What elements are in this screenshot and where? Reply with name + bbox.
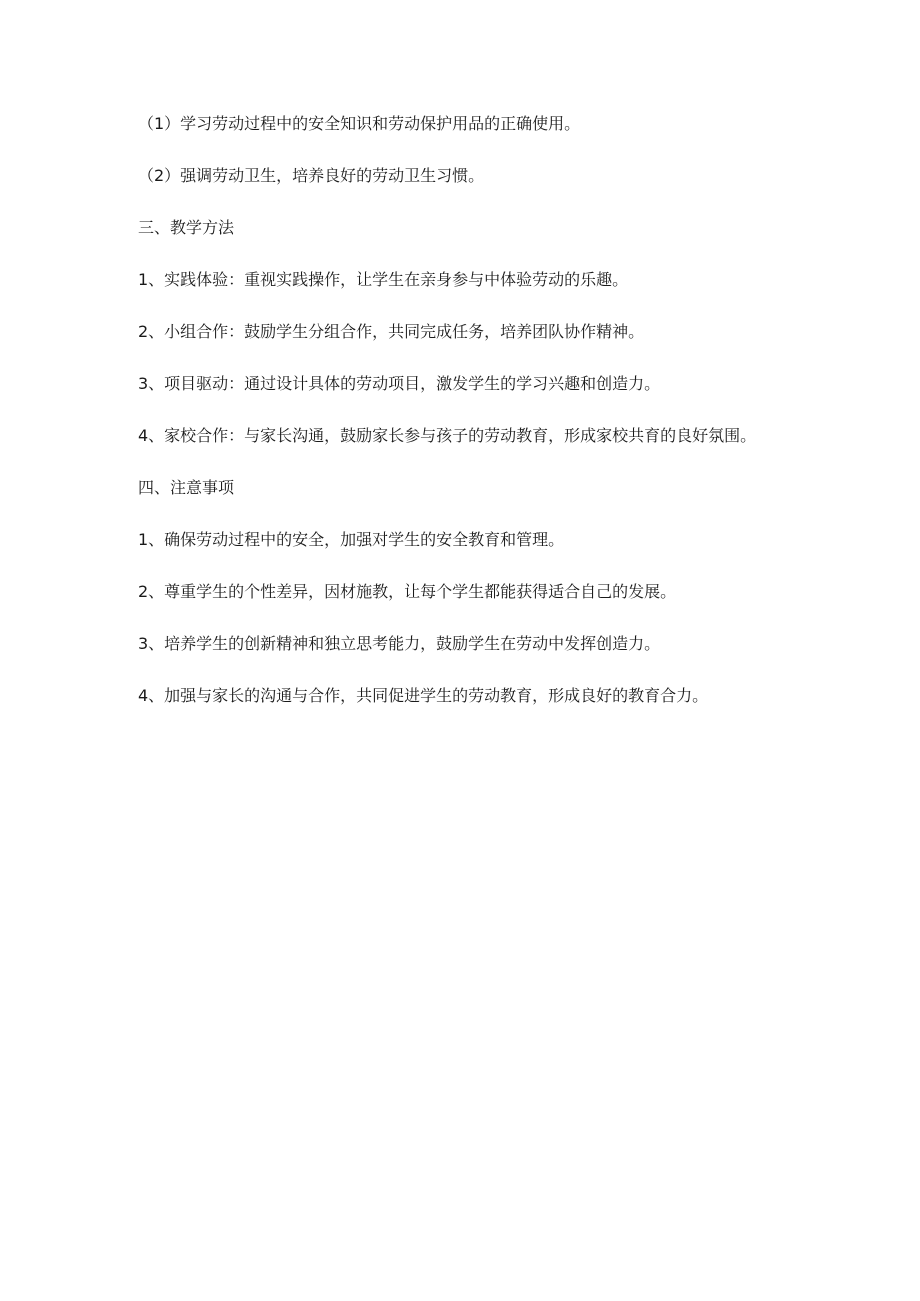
paragraph-safety-knowledge: （1）学习劳动过程中的安全知识和劳动保护用品的正确使用。 — [138, 114, 581, 133]
section-heading-precautions: 四、注意事项 — [138, 478, 235, 497]
paragraph-individual-differences: 2、尊重学生的个性差异，因材施教，让每个学生都能获得适合自己的发展。 — [138, 582, 677, 601]
paragraph-group-cooperation: 2、小组合作：鼓励学生分组合作，共同完成任务，培养团队协作精神。 — [138, 322, 645, 341]
paragraph-home-school-cooperation: 4、家校合作：与家长沟通，鼓励家长参与孩子的劳动教育，形成家校共育的良好氛围。 — [138, 426, 757, 445]
section-heading-teaching-methods: 三、教学方法 — [138, 218, 235, 237]
paragraph-parent-communication: 4、加强与家长的沟通与合作，共同促进学生的劳动教育，形成良好的教育合力。 — [138, 686, 709, 705]
paragraph-labor-hygiene: （2）强调劳动卫生，培养良好的劳动卫生习惯。 — [138, 166, 485, 185]
paragraph-project-driven: 3、项目驱动：通过设计具体的劳动项目，激发学生的学习兴趣和创造力。 — [138, 374, 661, 393]
paragraph-innovation-spirit: 3、培养学生的创新精神和独立思考能力，鼓励学生在劳动中发挥创造力。 — [138, 634, 661, 653]
paragraph-ensure-safety: 1、确保劳动过程中的安全，加强对学生的安全教育和管理。 — [138, 530, 565, 549]
paragraph-practice-experience: 1、实践体验：重视实践操作，让学生在亲身参与中体验劳动的乐趣。 — [138, 270, 629, 289]
document-body — [138, 112, 788, 736]
